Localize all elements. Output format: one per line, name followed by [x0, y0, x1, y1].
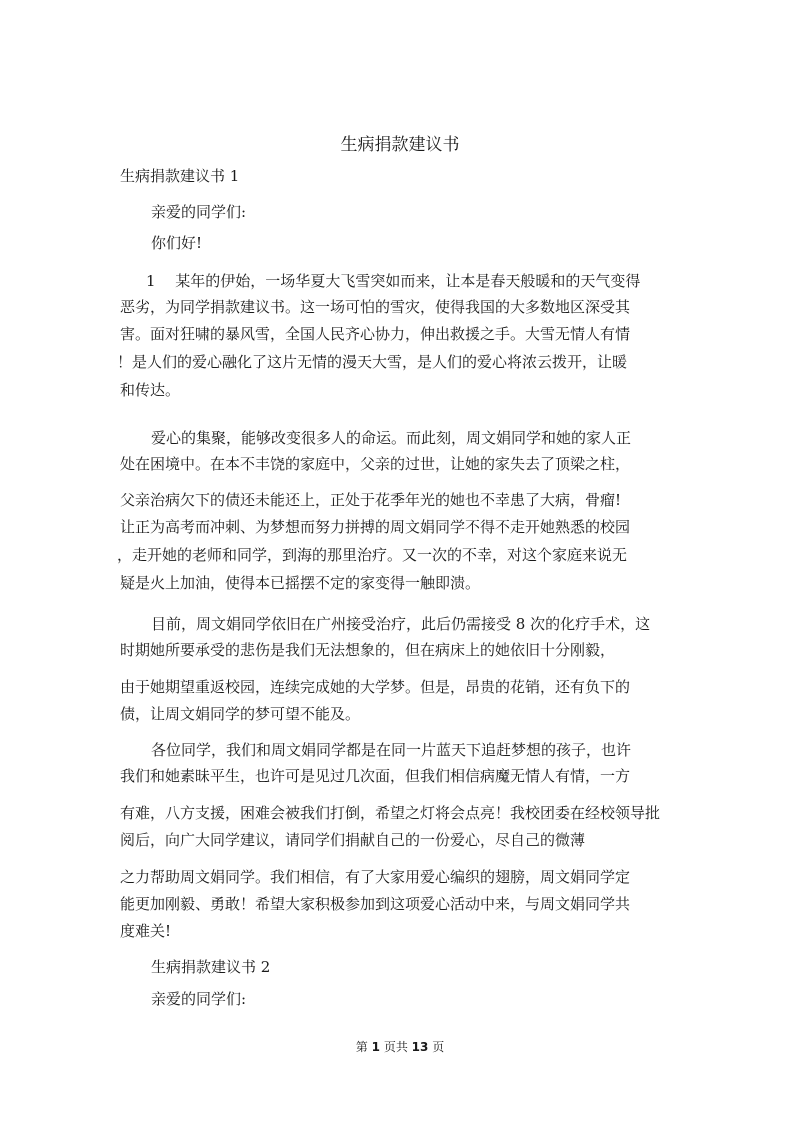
- paragraph-line: 处在困境中。在本不丰饶的家庭中，父亲的过世，让她的家失去了顶梁之柱，: [120, 455, 631, 473]
- paragraph-line: ！是人们的爱心融化了这片无情的漫天大雪，是人们的爱心将浓云拨开，让暖: [117, 353, 628, 371]
- paragraph-line: 由于她期望重返校园，连续完成她的大学梦。但是，昂贵的花销，还有负下的: [120, 678, 631, 696]
- paragraph-line: 度难关!: [120, 922, 172, 940]
- greeting: 你们好!: [151, 234, 203, 252]
- salutation: 亲爱的同学们:: [151, 990, 247, 1008]
- section-heading-1: 生病捐款建议书 1: [120, 167, 240, 185]
- document-title: 生病捐款建议书: [340, 135, 460, 155]
- page-footer: [0, 1038, 800, 1055]
- paragraph-line: 疑是火上加油，使得本已摇摆不定的家变得一触即溃。: [120, 574, 481, 592]
- paragraph-line: 我们和她素昧平生，也许可是见过几次面，但我们相信病魔无情人有情，一方: [120, 767, 631, 785]
- footer-page-number: 1: [371, 1040, 380, 1054]
- footer-prefix: 第: [355, 1040, 368, 1054]
- paragraph-line: 恶劣，为同学捐款建议书。这一场可怕的雪灾，使得我国的大多数地区深受其: [120, 298, 631, 316]
- paragraph-line: 目前，周文娟同学依旧在广州接受治疗，此后仍需接受 8 次的化疗手术，这: [151, 615, 651, 633]
- paragraph-line: 各位同学，我们和周文娟同学都是在同一片蓝天下追赶梦想的孩子，也许: [151, 741, 632, 759]
- footer-suffix: 页: [432, 1040, 445, 1054]
- salutation: 亲爱的同学们:: [151, 203, 247, 221]
- section-heading-2: 生病捐款建议书 2: [151, 958, 271, 976]
- paragraph-line: 害。面对狂啸的暴风雪，全国人民齐心协力，伸出救援之手。大雪无情人有情: [120, 325, 631, 343]
- paragraph-line: 爱心的集聚，能够改变很多人的命运。而此刻，周文娟同学和她的家人正: [151, 429, 632, 447]
- paragraph-line: 之力帮助周文娟同学。我们相信，有了大家用爱心编织的翅膀，周文娟同学定: [120, 868, 631, 886]
- paragraph-line: 有难，八方支援，困难会被我们打倒，希望之灯将会点亮！我校团委在经校领导批: [120, 804, 661, 822]
- paragraph-line: 和传达。: [120, 381, 181, 399]
- paragraph-line: 能更加刚毅、勇敢！希望大家积极参加到这项爱心活动中来，与周文娟同学共: [120, 895, 631, 913]
- paragraph-line: ，走开她的老师和同学，到海的那里治疗。又一次的不幸，对这个家庭来说无: [117, 546, 628, 564]
- footer-page-total: 13: [411, 1040, 429, 1054]
- paragraph-line: 时期她所要承受的悲伤是我们无法想象的，但在病床上的她依旧十分刚毅，: [120, 641, 616, 659]
- paragraph-line: 债，让周文娟同学的梦可望不能及。: [120, 705, 361, 723]
- paragraph-line: 让正为高考而冲刺、为梦想而努力拼搏的周文娟同学不得不走开她熟悉的校园: [120, 518, 631, 536]
- paragraph-line: 阅后，向广大同学建议，请同学们捐献自己的一份爱心，尽自己的微薄: [120, 831, 586, 849]
- paragraph-line: 1 某年的伊始，一场华夏大飞雪突如而来，让本是春天般暖和的天气变得: [146, 272, 641, 290]
- paragraph-line: 父亲治病欠下的债还未能还上，正处于花季年光的她也不幸患了大病，骨瘤!: [120, 491, 622, 509]
- footer-middle: 页共: [383, 1040, 408, 1054]
